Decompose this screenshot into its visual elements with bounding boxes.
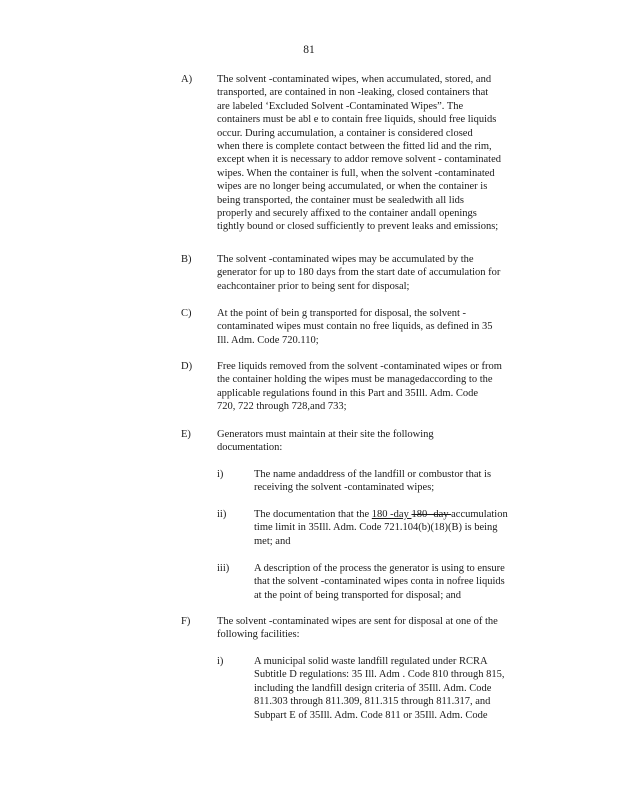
text-line: documentation: (217, 442, 283, 454)
subitem-e-i (217, 468, 547, 496)
item-label: B) (181, 254, 192, 265)
text-line: time limit in 35Ill. Adm. Code 721.104(b)(18)(B) is being (254, 522, 498, 534)
text-line: Ill. Adm. Code 720.110; (217, 334, 319, 346)
text-line: A municipal solid waste landfill regulated under RCRA (254, 656, 488, 667)
text-line: following facilities: (217, 629, 300, 641)
text-line: wipes are no longer being accumulated, or when the container is (217, 181, 488, 193)
item-text (217, 360, 541, 414)
text-line (254, 508, 547, 521)
subitem-e-iii (217, 562, 547, 604)
text-line: The solvent -contaminated wipes may be accumulated by the (217, 254, 474, 265)
text-line: The solvent -contaminated wipes, when accumulated, stored, and (217, 74, 492, 85)
item-b (181, 253, 541, 295)
text-line: properly and securely affixed to the container andall openings (217, 208, 477, 220)
item-label: ii) (217, 509, 227, 520)
text-line: 811.303 through 811.309, 811.315 through 811.317, and (254, 696, 491, 708)
item-text (254, 562, 547, 602)
item-text (254, 508, 547, 548)
item-a (181, 73, 541, 238)
item-label: iii) (217, 563, 230, 574)
item-label: E) (181, 429, 191, 440)
text-line: eachcontainer prior to being sent for disposal; (217, 280, 410, 292)
item-text (217, 307, 541, 347)
text-line: applicable regulations found in this Part and 35Ill. Adm. Code (217, 387, 478, 399)
text-line: at the point of being transported for disposal; and (254, 589, 462, 601)
item-text (254, 655, 547, 722)
text-line: Subpart E of 35Ill. Adm. Code 811 or 35Ill. Adm. Code (254, 709, 488, 721)
text-line: wipes. When the container is full, when the solvent -contaminated (217, 167, 495, 179)
text-line: when there is complete contact between the fitted lid and the rim, (217, 141, 492, 153)
text-line: being transported, the container must be sealedwith all lids (217, 194, 464, 206)
deleted-text: 180- day (411, 509, 452, 520)
text-line: except when it is necessary to addor remove solvent - contaminated (217, 154, 501, 166)
text-line: met; and (254, 535, 291, 547)
item-c (181, 307, 541, 349)
item-label: C) (181, 308, 192, 319)
item-label: A) (181, 74, 193, 85)
text-line: Subtitle D regulations: 35 Ill. Adm . Code 810 through 815, (254, 669, 505, 681)
text-line: transported, are contained in non -leaking, closed containers that (217, 87, 489, 99)
text-line: containers must be abl e to contain free liquids, should free liquids (217, 114, 497, 126)
text-line: The solvent -contaminated wipes are sent for disposal at one of the (217, 616, 498, 627)
text-line: including the landfill design criteria of 35Ill. Adm. Code (254, 682, 492, 694)
text-line: are labeled ‘Excluded Solvent -Contaminated Wipes”. The (217, 100, 464, 112)
text-line: The name andaddress of the landfill or combustor that is (254, 469, 492, 480)
text-line: generator for up to 180 days from the start date of accumulation for (217, 267, 501, 279)
item-text (217, 73, 541, 234)
item-text (217, 615, 541, 642)
item-text (217, 253, 541, 293)
text-line: Generators must maintain at their site the following (217, 429, 434, 440)
text-line: occur. During accumulation, a container is considered closed (217, 127, 473, 139)
text-line: At the point of bein g transported for disposal, the solvent - (217, 308, 467, 319)
text-line: that the solvent -contaminated wipes conta in nofree liquids (254, 576, 505, 588)
text-line: tightly bound or closed sufficiently to prevent leaks and emissions; (217, 221, 499, 233)
item-text (254, 468, 547, 495)
text-line: A description of the process the generator is using to ensure (254, 563, 505, 574)
text-line: the container holding the wipes must be managedaccording to the (217, 374, 493, 386)
item-label: F) (181, 616, 191, 627)
subitem-e-ii (217, 508, 547, 550)
item-d (181, 360, 541, 416)
text-line: receiving the solvent -contaminated wipes; (254, 482, 435, 494)
text-line: Free liquids removed from the solvent -contaminated wipes or from (217, 361, 502, 372)
item-text (217, 428, 541, 455)
item-e (181, 428, 541, 456)
item-label: i) (217, 656, 224, 667)
text-run: accumulation (451, 509, 508, 520)
item-label: i) (217, 469, 224, 480)
item-label: D) (181, 361, 193, 372)
item-f (181, 615, 541, 643)
subitem-f-i (217, 655, 547, 725)
text-line: contaminated wipes must contain no free liquids, as defined in 35 (217, 321, 493, 333)
inserted-text: 180 -day (371, 509, 412, 520)
text-run: The documentation that the (254, 509, 372, 520)
page-number: 81 (303, 44, 315, 56)
text-line: 720, 722 through 728,and 733; (217, 401, 347, 413)
